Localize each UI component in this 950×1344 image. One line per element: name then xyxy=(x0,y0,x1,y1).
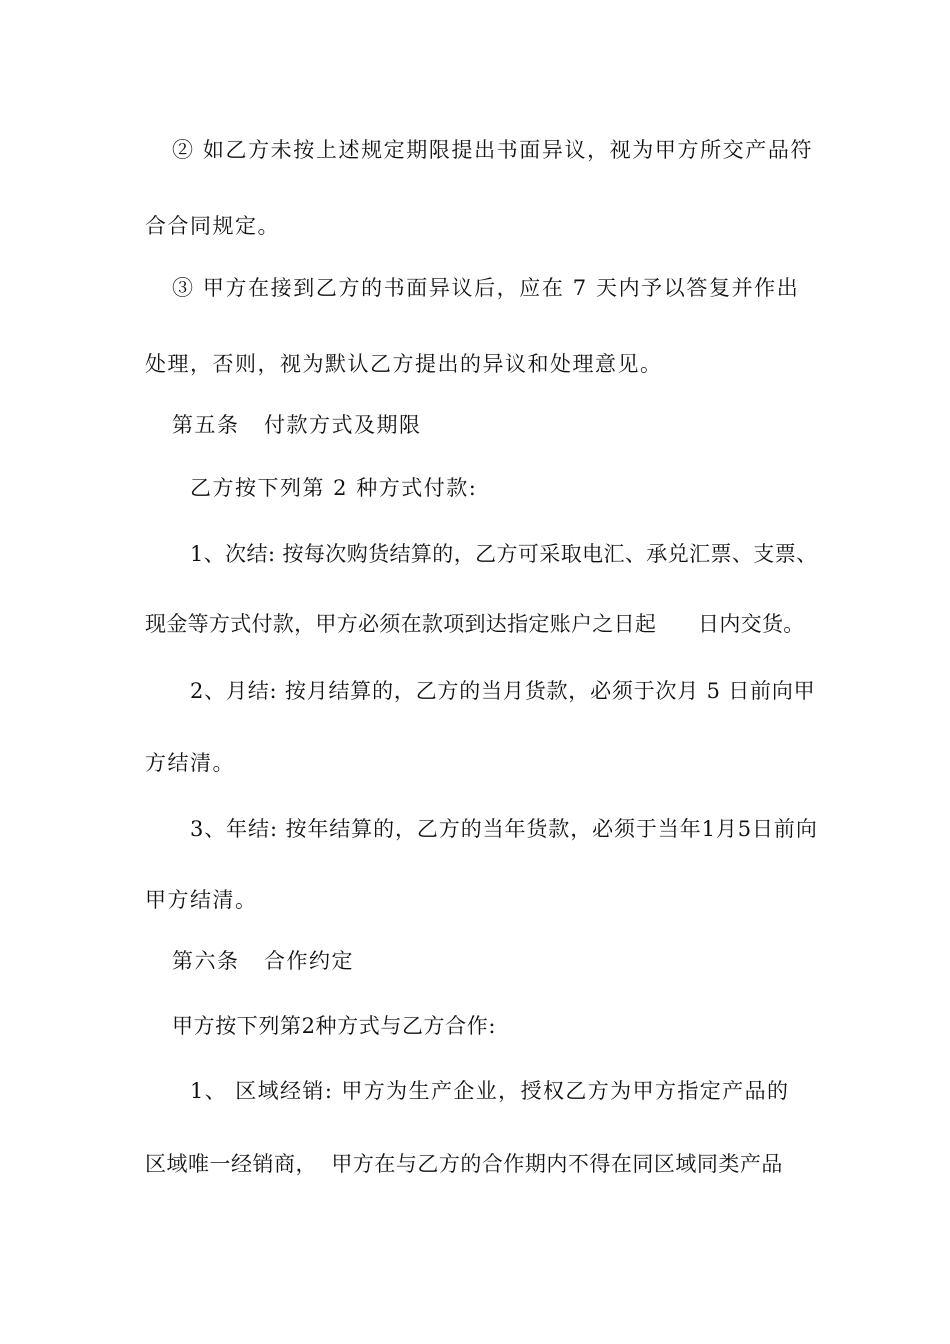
paragraph-line: ③ 甲方在接到乙方的书面异议后，应在 7 天内予以答复并作出 xyxy=(172,276,800,300)
paragraph-line: 处理，否则，视为默认乙方提出的异议和处理意见。 xyxy=(145,352,663,376)
paragraph-line: 甲方按下列第2种方式与乙方合作: xyxy=(172,1014,497,1038)
paragraph-line: 乙方按下列第 2 种方式付款: xyxy=(190,476,478,500)
paragraph-line: 区域唯一经销商， 甲方在与乙方的合作期内不得在同区域同类产品 xyxy=(145,1152,783,1176)
paragraph-line: 甲方结清。 xyxy=(145,888,258,912)
paragraph-line: 合合同规定。 xyxy=(145,214,280,238)
paragraph-line: 1、次结: 按每次购货结算的，乙方可采取电汇、承兑汇票、支票、 xyxy=(190,542,818,566)
section-heading: 第六条 合作约定 xyxy=(172,949,355,973)
paragraph-line: ② 如乙方未按上述规定期限提出书面异议，视为甲方所交产品符 xyxy=(172,138,814,162)
paragraph-line: 2、月结: 按月结算的，乙方的当月货款，必须于次月 5 日前向甲 xyxy=(190,679,816,703)
paragraph-line: 现金等方式付款，甲方必须在款项到达指定账户之日起 日内交货。 xyxy=(145,612,805,636)
section-heading: 第五条 付款方式及期限 xyxy=(172,413,422,437)
paragraph-line: 方结清。 xyxy=(145,751,235,775)
paragraph-line: 1、 区域经销: 甲方为生产企业，授权乙方为甲方指定产品的 xyxy=(190,1079,790,1103)
paragraph-line: 3、年结: 按年结算的，乙方的当年货款，必须于当年1月5日前向 xyxy=(190,817,818,841)
